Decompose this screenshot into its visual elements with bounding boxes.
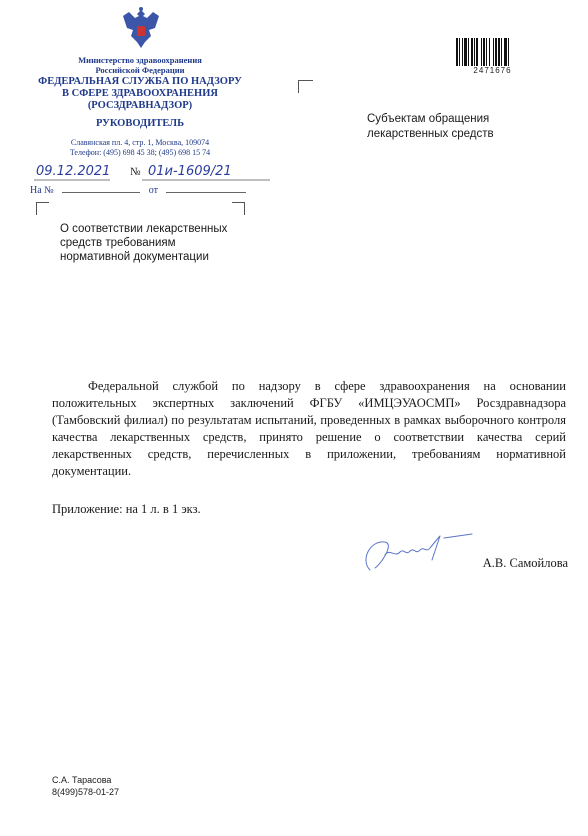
barcode-bar bbox=[508, 38, 509, 66]
address-line: Славянская пл. 4, стр. 1, Москва, 109074 bbox=[70, 138, 210, 147]
registration-date: 09.12.2021 bbox=[36, 164, 111, 179]
recipient-line: Субъектам обращения bbox=[367, 113, 490, 125]
ministry-name bbox=[40, 55, 240, 75]
reply-date-blank bbox=[166, 192, 246, 193]
subject-corner-right bbox=[232, 202, 245, 215]
letter-body: Федеральной службой по надзору в сфере здравоохранения на основании положительных экспертных заключений ФГБУ «ИМЦЭУАОСМП» Росздравнадзора (Тамбовский филиал) по результатам испытаний, проведенных в рамках выборочного контроля качества лекарственных средств, принято решение о соответствии качества серий лекарственных средств, перечисленных в приложении, требованиям нормативной документации. bbox=[52, 379, 566, 478]
reply-reference-line bbox=[30, 185, 280, 196]
executor-block bbox=[52, 774, 252, 798]
address-block bbox=[40, 138, 240, 158]
barcode-bar bbox=[481, 38, 482, 66]
barcode-bar bbox=[493, 38, 494, 66]
barcode-bar bbox=[476, 38, 478, 66]
signature-icon bbox=[340, 520, 480, 580]
barcode-bar bbox=[468, 38, 469, 66]
address-corner-mark bbox=[298, 80, 313, 93]
executor-phone: 8(499)578-01-27 bbox=[52, 787, 120, 797]
barcode-bar bbox=[501, 38, 502, 66]
barcode-bar bbox=[486, 38, 487, 66]
executor-name: С.А. Тарасова bbox=[52, 775, 112, 785]
recipient-line: лекарственных средств bbox=[367, 128, 494, 140]
number-label: № bbox=[130, 166, 141, 178]
reply-number-blank bbox=[62, 192, 140, 193]
subject-line: О соответствии лекарственных bbox=[60, 223, 228, 235]
barcode-bar bbox=[474, 38, 475, 66]
in-reply-label: На № bbox=[30, 185, 54, 196]
barcode-bar bbox=[464, 38, 467, 66]
barcode-bar bbox=[495, 38, 497, 66]
barcode-bar bbox=[504, 38, 507, 66]
from-label: от bbox=[148, 185, 158, 196]
subject-corner-left bbox=[36, 202, 49, 215]
appendix-note: Приложение: на 1 л. в 1 экз. bbox=[52, 502, 201, 516]
coat-of-arms-icon bbox=[119, 6, 163, 52]
barcode-bar bbox=[459, 38, 460, 66]
barcode-bar bbox=[498, 38, 500, 66]
subject-line: нормативной документации bbox=[60, 251, 209, 263]
subject-line: средств требованиям bbox=[60, 237, 176, 249]
ministry-line: Российской Федерации bbox=[95, 65, 185, 75]
phone-line: Телефон: (495) 698 45 38; (495) 698 15 74 bbox=[69, 148, 211, 157]
recipient-block bbox=[367, 112, 567, 142]
head-title: РУКОВОДИТЕЛЬ bbox=[95, 118, 185, 129]
barcode-bar bbox=[471, 38, 473, 66]
ministry-line: Министерство здравоохранения bbox=[78, 55, 202, 65]
barcode-number: 2471676 bbox=[473, 66, 512, 75]
barcode-bar bbox=[483, 38, 485, 66]
date-underline bbox=[30, 179, 280, 182]
barcode-bar bbox=[462, 38, 463, 66]
signer-name: А.В. Самойлова bbox=[482, 556, 568, 570]
service-line: В СФЕРЕ ЗДРАВООХРАНЕНИЯ bbox=[62, 88, 218, 99]
barcode-bar bbox=[456, 38, 458, 66]
barcode-icon bbox=[455, 38, 530, 66]
registration-number: 01и-1609/21 bbox=[148, 164, 232, 179]
service-line: ФЕДЕРАЛЬНАЯ СЛУЖБА ПО НАДЗОРУ bbox=[38, 76, 242, 87]
registration-line bbox=[30, 162, 280, 184]
letter-subject bbox=[60, 222, 240, 264]
barcode-bar bbox=[489, 38, 490, 66]
service-name bbox=[20, 76, 260, 112]
service-line: (РОСЗДРАВНАДЗОР) bbox=[87, 100, 193, 111]
